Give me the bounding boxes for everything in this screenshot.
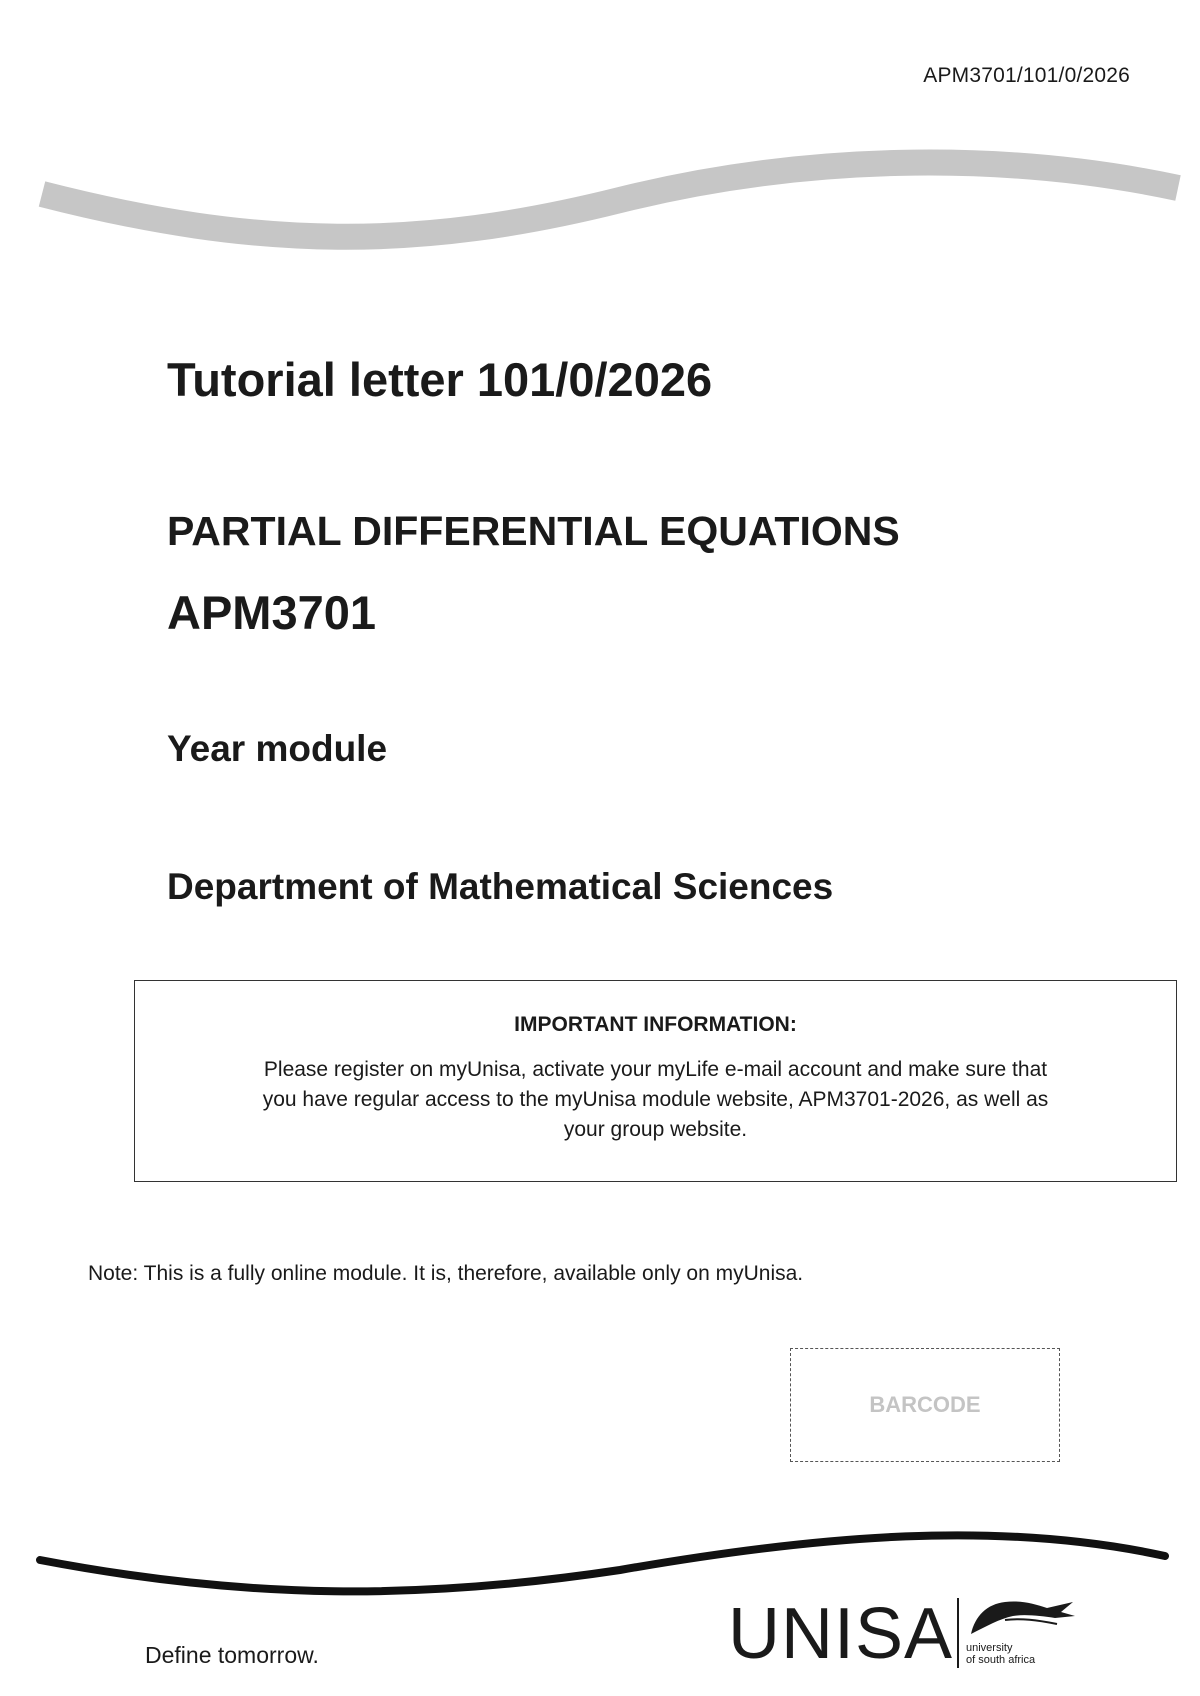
logo-subtext xyxy=(966,1642,1035,1666)
course-code: APM3701 xyxy=(167,586,376,639)
logo-wordmark: UNISA xyxy=(728,1594,954,1674)
important-information-heading: IMPORTANT INFORMATION: xyxy=(514,1013,797,1036)
logo-subtext-line1: university xyxy=(966,1642,1013,1654)
important-information-box xyxy=(134,980,1177,1182)
barcode-label: BARCODE xyxy=(869,1392,981,1417)
logo-divider xyxy=(957,1598,959,1668)
document-reference-code: APM3701/101/0/2026 xyxy=(923,64,1130,87)
barcode-placeholder xyxy=(790,1348,1060,1462)
tagline: Define tomorrow. xyxy=(145,1642,319,1668)
logo-subtext-line2: of south africa xyxy=(966,1654,1036,1666)
tutorial-letter-title: Tutorial letter 101/0/2026 xyxy=(167,353,713,406)
online-module-note: Note: This is a fully online module. It is, therefore, available only on myUnisa. xyxy=(88,1262,804,1285)
important-information-body: Please register on myUnisa, activate your myLife e-mail account and make sure that you have regular access to the myUnisa module website, APM3701-2026, as well as your group website. xyxy=(262,1058,1049,1141)
bottom-wave xyxy=(40,1535,1165,1591)
department-name: Department of Mathematical Sciences xyxy=(167,866,834,907)
bird-emblem-icon xyxy=(965,1594,1077,1638)
module-type: Year module xyxy=(167,728,388,769)
course-name: PARTIAL DIFFERENTIAL EQUATIONS xyxy=(167,508,900,554)
top-wave xyxy=(42,163,1178,237)
unisa-logo xyxy=(728,1592,1078,1676)
